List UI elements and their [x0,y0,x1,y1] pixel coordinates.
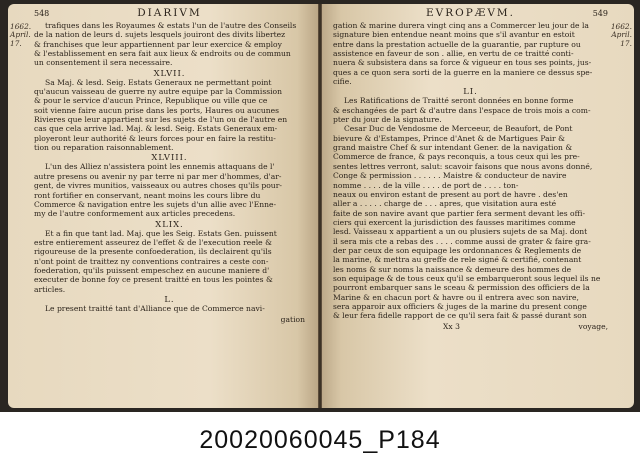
margin-note-line: 17. [620,38,632,48]
text-line: tion ou reparation raisonnablement. [34,143,174,153]
text-line: Cesar Duc de Vendosme de Merceeur, de Beaufort, de Pont [344,124,573,134]
text-line: il sera mis cte a rebas des . . . . comme aussi de grater & faire gra- [333,236,591,246]
right-running-head [333,9,608,21]
right-footer [333,322,608,331]
left-page-number: 548 [34,9,50,18]
text-line: der par ceux de son equipage les ordonnances & Reglements de [333,245,582,255]
text-line: ques a ce quon sera sorti de la guerre en la maniere ce dessus spe- [333,67,593,77]
text-line: les noms & sur noms la naissance & demeure des hommes de [333,264,572,274]
text-line: articles. [34,284,66,294]
text-line: pourront embarquer sans le sceau & permission des officiers de la [333,283,590,293]
section-number: LI. [463,86,478,97]
text-line: son equipage & de tous ceux qu'il se embarqueront sous lequel ils ne [333,273,601,283]
text-line: cas que cela arrive lad. Maj. & lesd. Seig. Estats Generaux em- [34,124,278,134]
left-page [8,4,319,408]
text-line: Rivieres que leur appartient sur les sujets de l'un ou de l'autre en [34,115,288,125]
text-line: grand maistre Chef & sur intendant Gener. de la navigation & [333,143,573,153]
text-line: foederation, qu'ils puissent empeschez en aucune maniere d' [34,265,270,275]
text-line: trafiques dans les Royaumes & estats l'un de l'autre des Conseils [45,21,297,30]
left-margin-date [10,23,34,48]
text-line: & l'establissement en sera fait aux lieux & endroits ou de commun [34,49,291,59]
section-number: L. [164,293,175,304]
text-line: sentes lettres verront, salut: scavoir faisons que nous avons donné, [333,161,593,171]
text-line: la marine, & mettra au greffe de rele signé & certifié, contenant [333,255,582,265]
text-line: rigoureuse de la presente confoederation, ils declairent qu'ils [34,247,272,257]
text-line: Sa Maj. & lesd. Seig. Estats Generaux ne permettant point [45,77,272,87]
text-line: ciers qui exercent la jurisdiction des fausses maritimes comme [333,217,576,227]
text-line: Et a fin que tant lad. Maj. que les Seig. Estats Gen. puissent [45,228,277,238]
text-line: estre entierement asseurez de l'effet & de l'execution reele & [34,237,272,247]
text-line: neaux ou environ estant de present au port de havre . des'en [333,189,568,199]
right-page-text [333,21,608,321]
text-line: my de l'autre conformement aux articles precedens. [34,209,236,219]
section-number: XLVIII. [151,152,188,163]
text-line: Conge & permission . . . . . . Maistre & conducteur de navire [333,171,567,181]
text-line: sera apparoir aux officiers & juges de la marine du present conge [333,301,587,311]
left-running-title: DIARIVM [137,7,202,19]
text-line: ront fortifier en conservant, neant moins les cours libre du [34,190,261,200]
text-line: assistence en faveur de son . allie, en vertu de ce traitté conti- [333,49,574,59]
margin-note-line: 1662. [10,22,32,31]
text-line: entre dans la prestation actuelle de la guarantie, par rupture ou [333,39,581,49]
text-line: Les Ratifications de Traitté seront données en bonne forme [344,96,574,106]
text-line: autre presens ou avenir ny par terre ni par mer d'hommes, d'ar- [34,171,282,181]
text-line: nuera & subsistera dans sa force & vigueur en tous ses points, jus- [333,58,592,68]
text-line: un consentement il sera necessaire. [34,58,173,68]
left-running-head [34,9,305,21]
text-line: & leur fera fidelle rapport de ce qu'il sera fait & passé durant son [333,311,587,321]
text-line: bievure & d'Estampes, Prince d'Anet & de Martigues Pair & [333,133,565,143]
text-line: signature bien entendue neant moins que s'il avantur en estoit [333,30,575,40]
left-page-text [34,21,305,313]
margin-note-line: 1662. [610,22,632,31]
right-page-number: 549 [592,9,608,18]
text-line: Commerce & navigation entre les sujets d'un allie avec l'Enne- [34,199,277,209]
text-line: Marine & en chacun port & havre ou il entrera avec son navire, [333,292,579,302]
text-line: cifie. [333,77,352,87]
text-line: & pour le service d'aucun Prince, Republique ou ville que ce [34,96,268,106]
right-page [319,4,634,408]
margin-note-line: April. [611,30,632,40]
margin-note-line: April. [10,30,31,40]
image-caption: 20020060045_P184 [199,425,441,454]
text-line: faite de son navire avant que partier fera serment devant les offi- [333,208,586,218]
text-line: pter du jour de la signature. [333,115,442,125]
section-number: XLVII. [153,67,186,78]
text-line: Le present traitté tant d'Alliance que de Commerce navi- [45,303,265,313]
right-margin-date [608,23,632,48]
section-number: XLIX. [155,218,184,229]
right-running-title: EVROPÆVM. [425,7,515,19]
text-line: lesd. Vaisseau x appartient a un ou plusiers sujets de sa Maj. dont [333,227,588,237]
text-line: n'ont point de traittez ny conventions contraires a ceste con- [34,256,269,266]
text-line: soit vienne faire aucun prise dans les ports, Haures ou aucunes [34,105,280,115]
margin-note-line: 17. [10,38,22,48]
text-line: gent, de vivres munitios, vaisseaux ou autres choses qu'ils pour- [34,181,282,191]
book-gutter [318,4,322,408]
text-line: gation & marine durera vingt cinq ans a Commercer leu jour de la [333,21,589,30]
text-line: executer de bonne foy ce present traitté en tous les pointes & [34,275,273,285]
text-line: L'un des Alliez n'assistera point les ennemis attaquans de l' [45,162,275,172]
text-line: aller a . . . . . charge de . . . apres, que visitation aura esté [333,199,557,209]
text-line: de la nation de leurs d. sujets lesquels jouiront des divits libertez [34,30,286,40]
text-line: qu'aucun vaisseau de guerre ny autre equipe par la Commission [34,87,282,97]
text-line: & franchises que leur appartiennent par leur exercice & employ [34,39,282,49]
signature-mark: Xx 3 [443,321,460,331]
right-catchword: voyage, [578,321,608,331]
text-line: nomme . . . . de la ville . . . . de port de . . . . ton- [333,180,519,190]
text-line: & eschangées de part & d'autre dans l'espace de trois mois a com- [333,105,591,115]
text-line: Commerce de france, & pays reconquis, a tous ceux qui les pre- [333,152,580,162]
text-line: ployeront leur authorité & leurs forces pour en faire la restitu- [34,133,276,143]
left-catchword: gation [280,315,305,325]
